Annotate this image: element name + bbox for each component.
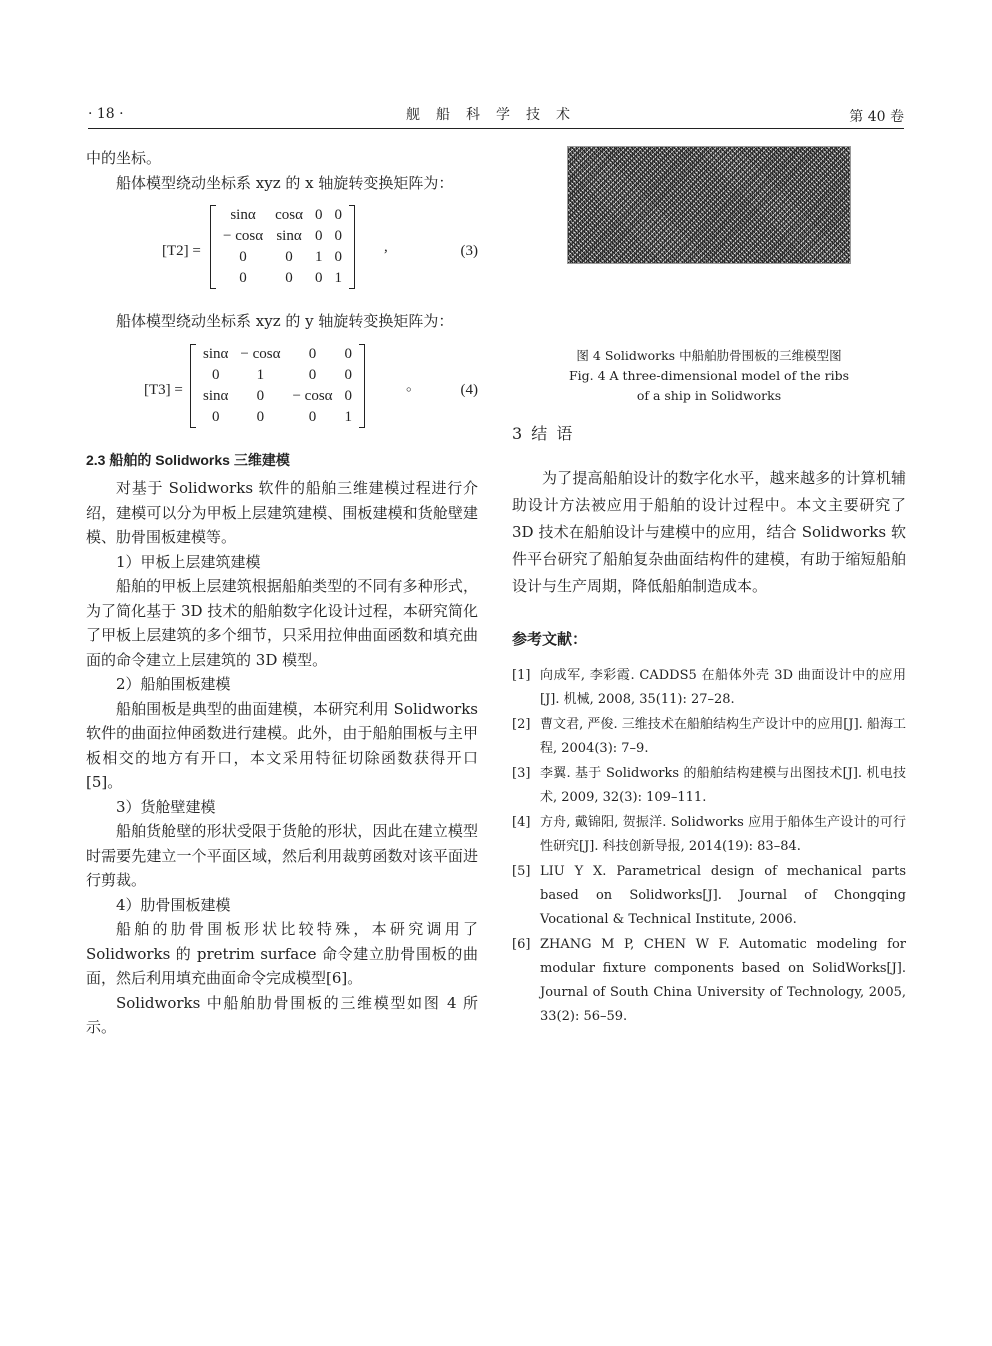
reference-text: 方舟, 戴锦阳, 贺振洋. Solidworks 应用于船体生产设计的可行性研究[J]. 科技创新导报, 2014(19): 83–84.	[540, 815, 906, 854]
subheading: 2）船舶围板建模	[116, 675, 231, 693]
section-heading: 2.3 船舶的 Solidworks 三维建模	[86, 451, 290, 468]
matrix-cell: 0	[314, 207, 323, 223]
matrix-cell: − cosα	[223, 228, 264, 244]
reference-item	[512, 664, 906, 712]
paragraph: 船舶围板是典型的曲面建模，本研究利用 Solidworks 软件的曲面拉伸函数进行建模。此外，由于船舶围板与主甲板相交的地方有开口，本文采用特征切除函数获得开口[5]。	[86, 699, 478, 791]
figure-4-image	[567, 146, 851, 264]
matrix-cell: 0	[334, 207, 342, 223]
equation-4	[86, 340, 478, 438]
matrix-cell: 0	[256, 387, 265, 404]
reference-item	[512, 860, 906, 932]
header-rule	[88, 128, 904, 129]
equation-3	[86, 201, 478, 299]
reference-list	[512, 664, 906, 1029]
subheading: 1）甲板上层建筑建模	[116, 552, 261, 571]
matrix-cell: 1	[344, 408, 353, 425]
matrix-cell: 0	[256, 408, 265, 425]
paragraph: 为了提高船舶设计的数字化水平，越来越多的计算机辅助设计方法被应用于船舶的设计过程中。本文主要研究了 3D 技术在船舶设计与建模中的应用，结合 Solidworks 软件平台研究了船舶复杂曲面结构件的建模，有助于缩短船舶设计与生产周期，降低船舶制造成本。	[512, 468, 906, 595]
matrix-cell: − cosα	[240, 345, 281, 362]
matrix-cell: 1	[314, 249, 323, 265]
matrix-cell: 0	[239, 270, 247, 286]
matrix-cell: 0	[211, 408, 220, 425]
matrix-cell: sinα	[276, 228, 302, 244]
matrix-cell: cosα	[275, 207, 303, 223]
volume-label: 第 40 卷	[849, 109, 904, 125]
equation-lhs: [T3] =	[144, 381, 183, 398]
matrix-cell: sinα	[203, 345, 229, 362]
matrix-cell: sinα	[230, 207, 256, 223]
paragraph: 船舶的肋骨围板形状比较特殊，本研究调用了 Solidworks 的 pretrim surface 命令建立肋骨围板的曲面，然后利用填充曲面命令完成模型[6]。	[86, 920, 478, 987]
matrix	[210, 205, 355, 289]
paragraph: 船体模型绕动坐标系 xyz 的 x 轴旋转变换矩阵为：	[116, 173, 454, 192]
paragraph: 船体模型绕动坐标系 xyz 的 y 轴旋转变换矩阵为：	[116, 312, 454, 330]
reference-number: [1]	[512, 668, 531, 683]
matrix-cell: 0	[344, 387, 353, 404]
equation-number: (3)	[460, 243, 478, 259]
subheading: 3）货舱壁建模	[116, 797, 216, 816]
reference-number: [5]	[512, 864, 531, 879]
reference-text: 李翼. 基于 Solidworks 的船舶结构建模与出图技术[J]. 机电技术, 2009, 32(3): 109–111.	[540, 766, 906, 805]
equation-punct: ,	[384, 239, 388, 255]
matrix-cell: 1	[256, 366, 265, 383]
matrix-cell: 0	[314, 228, 323, 244]
reference-item	[512, 933, 906, 1029]
paragraph: 对基于 Solidworks 软件的船舶三维建模过程进行介绍，建模可以分为甲板上层建筑建模、围板建模和货舱壁建模、肋骨围板建模等。	[86, 479, 478, 546]
matrix	[190, 344, 365, 428]
references-heading: 参考文献：	[512, 630, 588, 648]
subheading: 4）肋骨围板建模	[116, 895, 231, 914]
matrix-cell: 0	[285, 249, 293, 265]
equation-punct: 。	[406, 377, 422, 394]
figure-caption	[512, 346, 906, 406]
right-column	[512, 146, 906, 1030]
matrix-cell: 0	[344, 345, 353, 362]
caption-en: of a ship in Solidworks	[636, 388, 782, 403]
paragraph: 船舶的甲板上层建筑根据船舶类型的不同有多种形式，为了简化基于 3D 技术的船舶数字化设计过程，本研究简化了甲板上层建筑的多个细节，只采用拉伸曲面函数和填充曲面的命令建立上层建筑的 3D 模型。	[86, 577, 478, 669]
matrix-cell: 1	[334, 270, 342, 286]
matrix-cell: − cosα	[292, 387, 333, 404]
equation-lhs: [T2] =	[162, 243, 201, 259]
running-header	[88, 104, 904, 126]
equation-number: (4)	[460, 381, 478, 398]
reference-text: ZHANG M P, CHEN W F. Automatic modeling for modular fixture components based on SolidWorks[J]. Journal of South China University of Technology, 2005, 33(2): 56–59.	[540, 937, 906, 1024]
caption-cn: 图 4 Solidworks 中船舶肋骨围板的三维模型图	[576, 348, 842, 363]
journal-title: 舰船科学技术	[406, 107, 586, 123]
reference-text: 向成军, 李彩霞. CADDS5 在船体外壳 3D 曲面设计中的应用[J]. 机械, 2008, 35(11): 27–28.	[540, 668, 906, 707]
reference-number: [4]	[512, 815, 531, 830]
paragraph: 船舶货舱壁的形状受限于货舱的形状，因此在建立模型时需要先建立一个平面区域，然后利用裁剪函数对该平面进行剪裁。	[86, 822, 478, 889]
matrix-cell: 0	[308, 408, 317, 425]
section-heading: 3 结 语	[512, 424, 575, 443]
caption-en: Fig. 4 A three-dimensional model of the ribs	[568, 368, 850, 383]
matrix-cell: sinα	[203, 387, 229, 404]
reference-number: [6]	[512, 937, 531, 952]
matrix-cell: 0	[308, 366, 317, 383]
matrix-cell: 0	[334, 249, 342, 265]
reference-number: [2]	[512, 717, 531, 732]
page-number: · 18 ·	[88, 106, 124, 122]
matrix-cell: 0	[285, 270, 293, 286]
reference-item	[512, 713, 906, 761]
reference-number: [3]	[512, 766, 531, 781]
paragraph: 中的坐标。	[86, 149, 162, 167]
left-column	[86, 146, 478, 1040]
matrix-cell: 0	[211, 366, 220, 383]
matrix-cell: 0	[334, 228, 342, 244]
reference-text: LIU Y X. Parametrical design of mechanical parts based on Solidworks[J]. Journal of Chongqing Vocational & Technical Institute, 2006.	[540, 864, 906, 927]
matrix-cell: 0	[308, 345, 317, 362]
matrix-cell: 0	[239, 249, 247, 265]
reference-item	[512, 762, 906, 810]
matrix-cell: 0	[314, 270, 323, 286]
reference-text: 曹文君, 严俊. 三维技术在船舶结构生产设计中的应用[J]. 船海工程, 2004(3): 7–9.	[540, 717, 906, 756]
reference-item	[512, 811, 906, 859]
matrix-cell: 0	[344, 366, 353, 383]
paragraph: Solidworks 中船舶肋骨围板的三维模型如图 4 所示。	[86, 993, 478, 1036]
